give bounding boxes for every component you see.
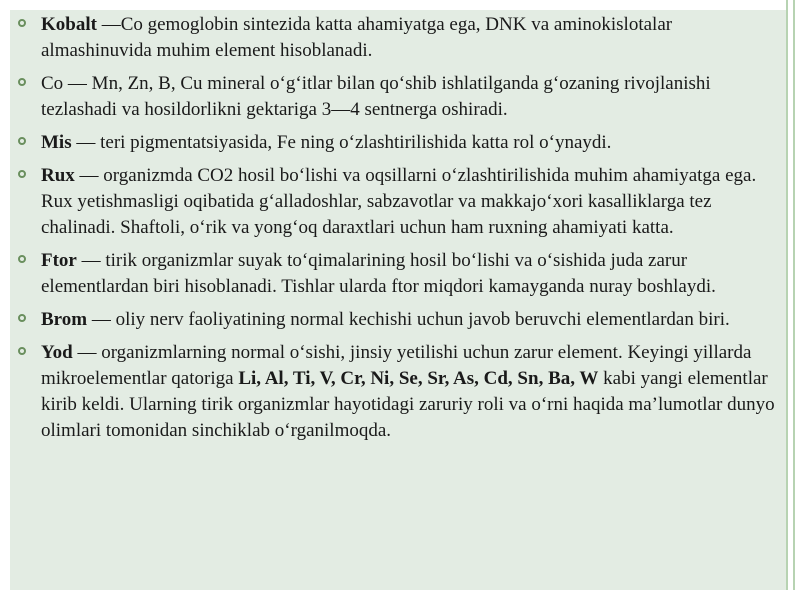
term: Ftor [41, 250, 77, 271]
term: Yod [41, 342, 73, 363]
description: —Co gemoglobin sintezida katta ahamiyatga ega, DNK va aminokislotalar almashinuvida muhim element hisoblanadi. [41, 14, 673, 61]
bullet-circle-icon [18, 255, 26, 263]
bullet-kobalt [16, 12, 786, 64]
bullet-mis [16, 130, 786, 156]
description: — organizmlarning normal o‘sishi, jinsiy yetilishi uchun zarur element. Keyingi yillarda mikroelementlar qatoriga [41, 342, 752, 389]
bullet-yod [16, 340, 786, 444]
bullet-circle-icon [18, 19, 26, 27]
bullet-brom [16, 307, 786, 333]
bullet-circle-icon [18, 314, 26, 322]
element-list: Li, Al, Ti, V, Cr, Ni, Se, Sr, As, Cd, Sn, Ba, W [238, 368, 599, 389]
term: Rux [41, 165, 75, 186]
bullet-list [16, 12, 786, 451]
description: — teri pigmentatsiyasida, Fe ning o‘zlashtirilishida katta rol o‘ynaydi. [71, 132, 612, 153]
bullet-ftor [16, 248, 786, 300]
description: Co — Mn, Zn, B, Cu mineral o‘g‘itlar bilan qo‘shib ishlatilganda g‘ozaning rivojlanishi tezlashadi va hosildorlikni gektariga 3—4 sentnerga oshiradi. [41, 73, 711, 120]
bullet-rux [16, 163, 786, 241]
description: — oliy nerv faoliyatining normal kechishi uchun javob beruvchi elementlardan biri. [87, 309, 730, 330]
term: Kobalt [41, 14, 97, 35]
bullet-circle-icon [18, 347, 26, 355]
bullet-circle-icon [18, 170, 26, 178]
right-border-line [786, 0, 788, 600]
description: — organizmda CO2 hosil bo‘lishi va oqsillarni o‘zlashtirilishida muhim ahamiyatga ega. Rux yetishmasligi oqibatida g‘alladoshlar, sabzavotlar va makkajo‘xori kasalliklarga tez chalinadi. Shaftoli, o‘rik va yong‘oq daraxtlari uchun ham ruxning ahamiyati katta. [41, 165, 757, 238]
bottom-strip [0, 590, 800, 600]
description-continued: kabi yangi elementlar kirib keldi. Ularning tirik organizmlar hayotidagi zaruriy roli va o‘rni haqida ma’lumotlar dunyo olimlari tomonidan sinchiklab o‘rganilmoqda. [41, 368, 775, 441]
bullet-circle-icon [18, 78, 26, 86]
right-border-line [793, 0, 795, 600]
term: Brom [41, 309, 88, 330]
bullet-co-fertilizer [16, 71, 786, 123]
term: Mis [41, 132, 72, 153]
bullet-circle-icon [18, 137, 26, 145]
description: — tirik organizmlar suyak to‘qimalarining hosil bo‘lishi va o‘sishida juda zarur elementlardan biri hisoblanadi. Tishlar ularda ftor miqdori kamayganda nuray boshlaydi. [41, 250, 716, 297]
